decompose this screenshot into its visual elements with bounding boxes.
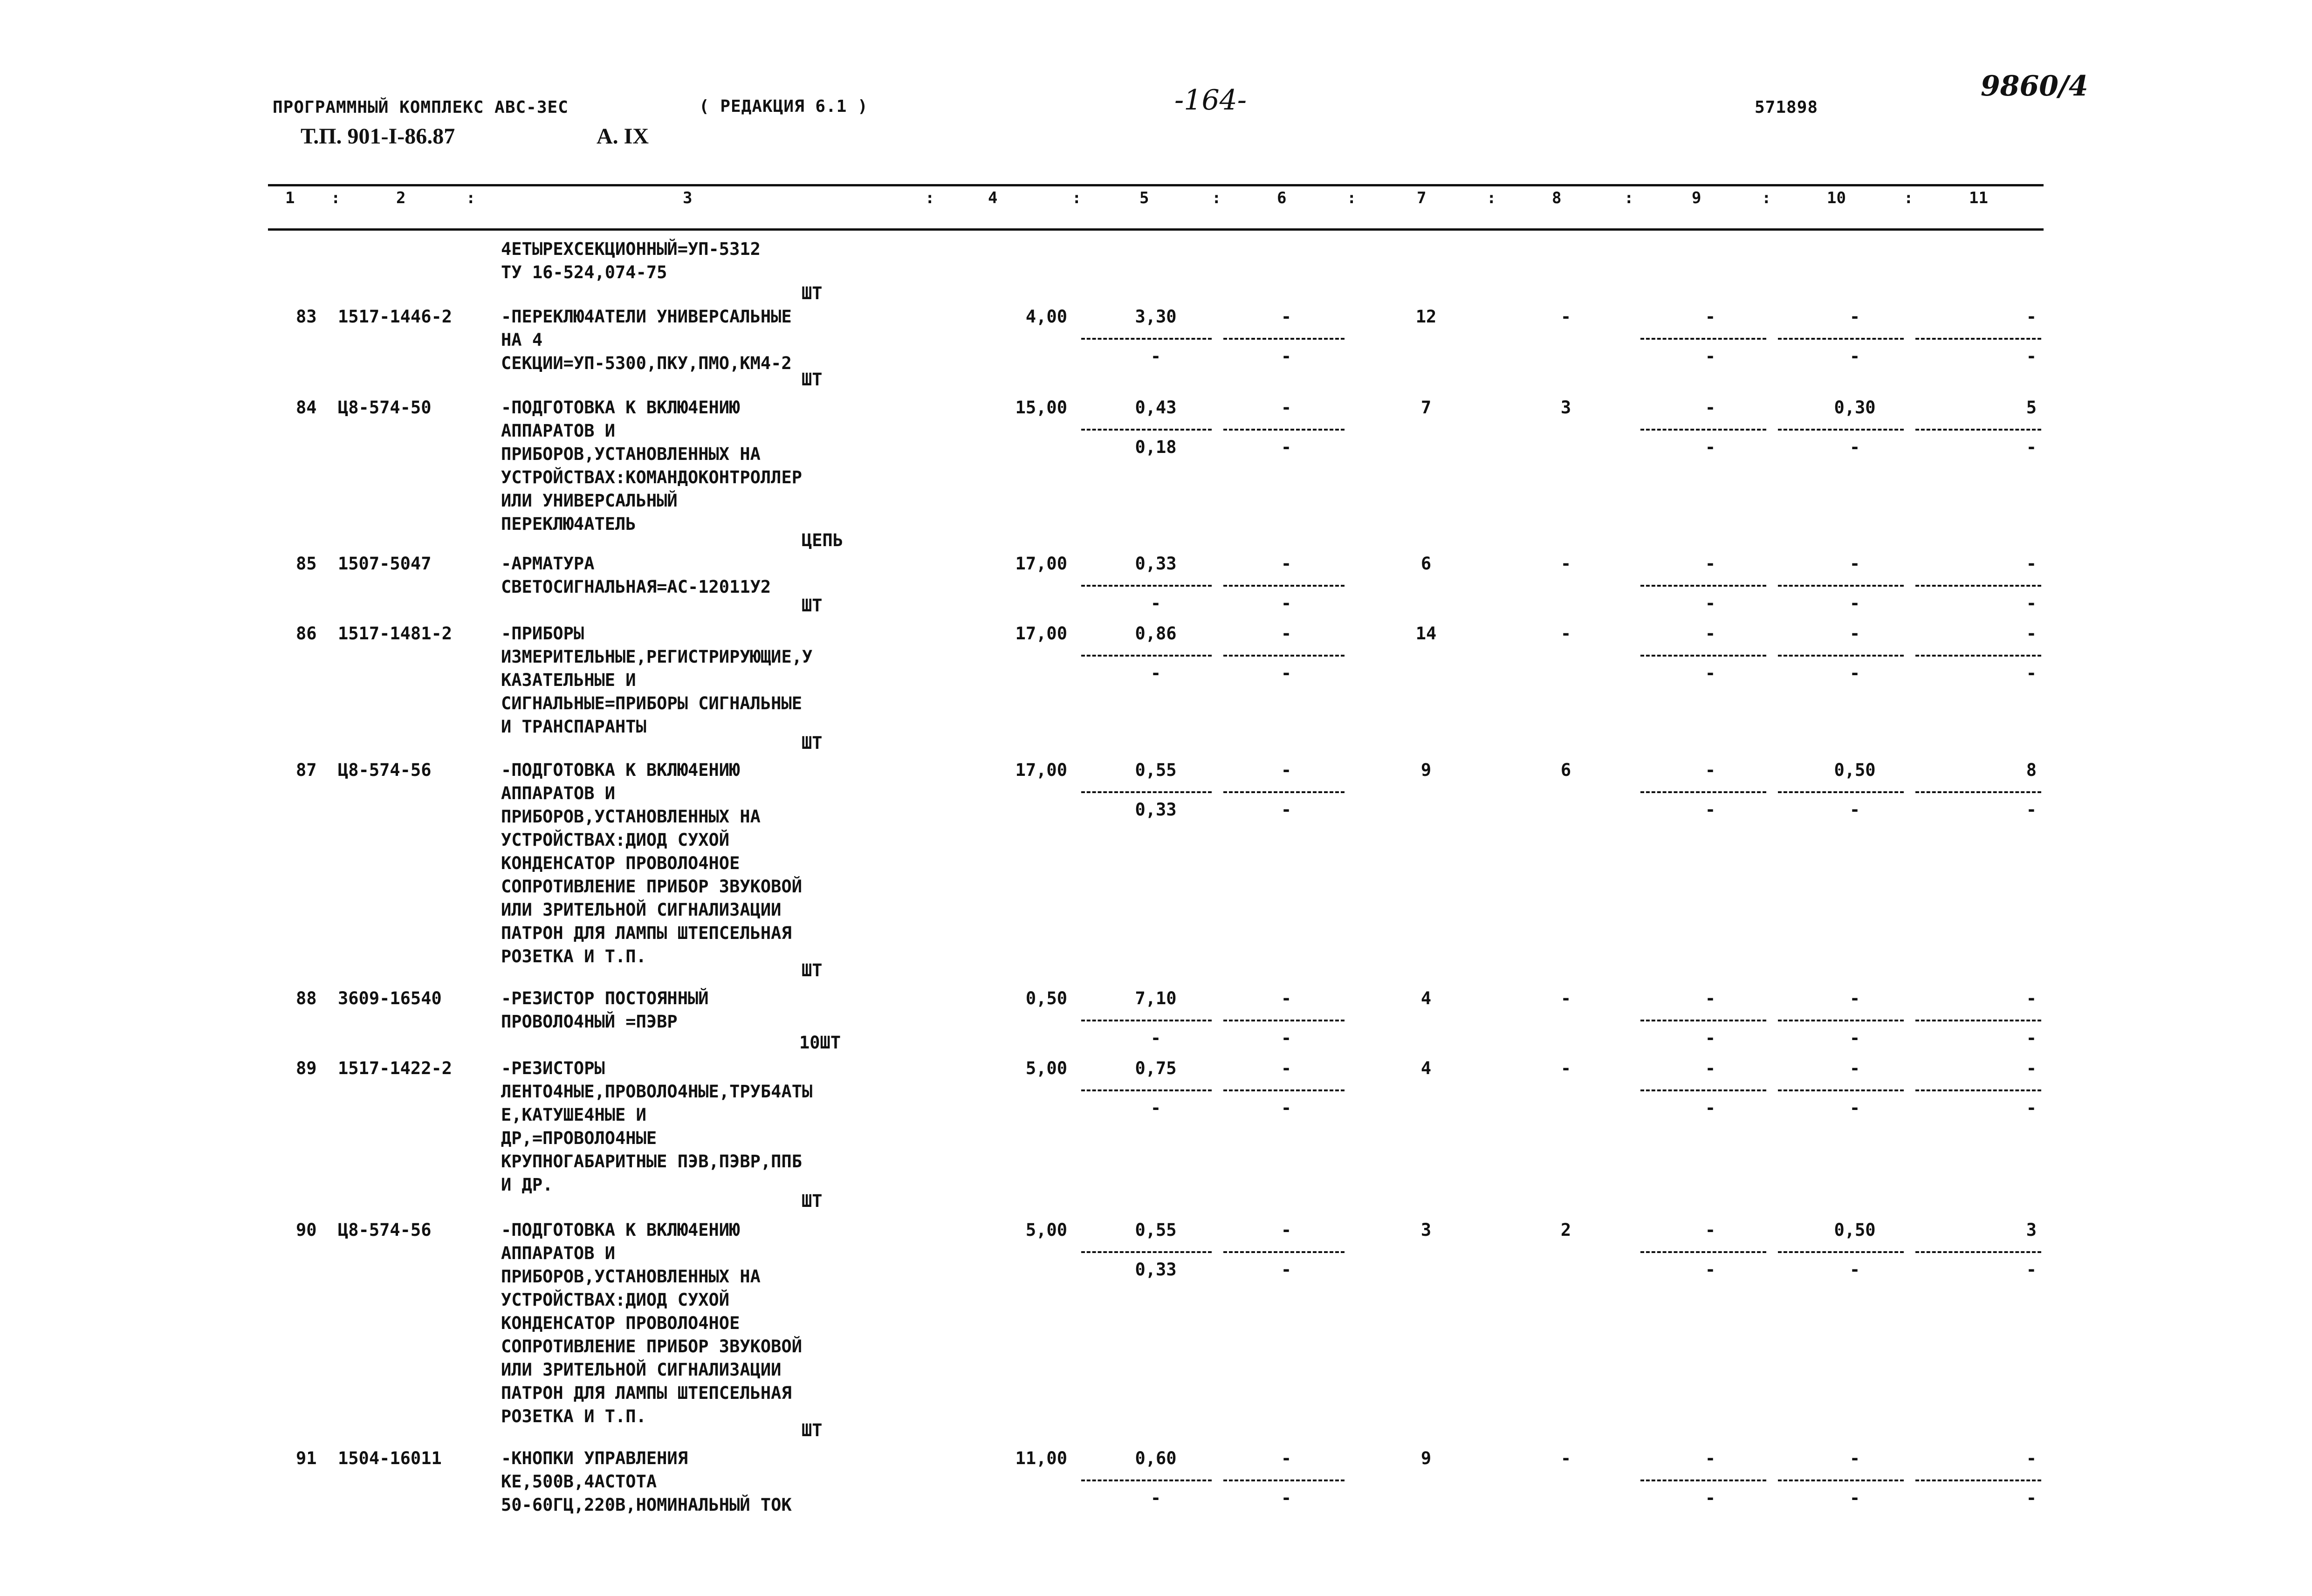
- table-row: [0, 305, 2312, 398]
- cell-col5-bottom: -: [1150, 663, 1161, 683]
- cell-col10-bottom: -: [1849, 346, 1860, 366]
- cell-col10-top: -: [1849, 307, 1860, 327]
- cell-col8: -: [1560, 988, 1571, 1008]
- cell-col6-bottom: -: [1281, 437, 1292, 457]
- cell-col7: 14: [1415, 623, 1437, 644]
- column-header-2: 2: [396, 189, 406, 207]
- cell-col10-top: 0,50: [1834, 1220, 1876, 1240]
- row-number: 90: [296, 1220, 317, 1240]
- album-label: А. IX: [597, 124, 649, 149]
- cell-col10-bottom: -: [1849, 1488, 1860, 1508]
- cell-col5-bottom: 0,33: [1135, 1260, 1177, 1280]
- continuation-description: 4ЕТЫРЕХСЕКЦИОННЫЙ=УП-5312 ТУ 16-524,074-75: [501, 239, 761, 282]
- row-number: 84: [296, 397, 317, 418]
- sheet-mark: 9860/4: [1981, 70, 2088, 103]
- cell-col10-bottom: -: [1849, 593, 1860, 613]
- column-header-3: 3: [683, 189, 693, 207]
- column-header-8: 8: [1552, 189, 1562, 207]
- cell-col8: -: [1560, 307, 1571, 327]
- header-top-rule: [268, 184, 2044, 186]
- cell-col5-top: 0,33: [1135, 554, 1177, 574]
- row-description: -КНОПКИ УПРАВЛЕНИЯ КЕ,500В,4АСТОТА 50-60ГЦ,220В,НОМИНАЛЬНЫЙ ТОК: [501, 1448, 792, 1515]
- cell-col5-bottom: -: [1150, 346, 1161, 366]
- cell-col8: -: [1560, 623, 1571, 644]
- row-code: 3609-16540: [338, 988, 442, 1008]
- cell-col11-bottom: -: [2026, 1260, 2037, 1280]
- cell-col8: -: [1560, 554, 1571, 574]
- cell-col5-top: 0,86: [1135, 623, 1177, 644]
- row-code: 1504-16011: [338, 1448, 442, 1468]
- cell-col4: 15,00: [1015, 397, 1067, 418]
- cell-col6-top: -: [1281, 1448, 1292, 1468]
- table-row: [0, 1447, 2312, 1540]
- row-code: Ц8-574-56: [338, 760, 432, 780]
- row-unit: ЦЕПЬ: [802, 530, 844, 550]
- cell-col11-top: 3: [2026, 1220, 2037, 1240]
- cell-col11-top: 5: [2026, 397, 2037, 418]
- column-header-7: 7: [1417, 189, 1427, 207]
- cell-col7: 4: [1420, 1058, 1432, 1078]
- cell-col11-bottom: -: [2026, 346, 2037, 366]
- row-number: 91: [296, 1448, 317, 1468]
- cell-col5-top: 3,30: [1135, 307, 1177, 327]
- cell-col8: -: [1560, 1058, 1571, 1078]
- row-unit: ШТ: [802, 596, 823, 616]
- cell-col11-bottom: -: [2026, 593, 2037, 613]
- cell-col7: 6: [1420, 554, 1432, 574]
- cell-col9-bottom: -: [1705, 1028, 1716, 1048]
- cell-col10-top: 0,50: [1834, 760, 1876, 780]
- row-description: -ПОДГОТОВКА К ВКЛЮ4ЕНИЮ АППАРАТОВ И ПРИБОРОВ,УСТАНОВЛЕННЫХ НА УСТРОЙСТВАХ:ДИОД СУХОЙ КОНДЕНСАТОР ПРОВОЛО4НОЕ СОПРОТИВЛЕНИЕ ПРИБОР ЗВУКОВОЙ ИЛИ ЗРИТЕЛЬНОЙ СИГНАЛИЗАЦИИ ПАТРОН ДЛЯ ЛАМПЫ ШТЕПСЕЛЬНАЯ РОЗЕТКА И Т.П.: [501, 1220, 803, 1426]
- table-row: [0, 1057, 2312, 1220]
- cell-col11-bottom: -: [2026, 437, 2037, 457]
- cell-col9-top: -: [1705, 554, 1716, 574]
- cell-col5-top: 0,75: [1135, 1058, 1177, 1078]
- page-number: -164-: [1174, 84, 1247, 116]
- table-row: [0, 987, 2312, 1057]
- cell-col5-top: 0,55: [1135, 1220, 1177, 1240]
- row-number: 83: [296, 307, 317, 327]
- cell-col9-top: -: [1705, 1448, 1716, 1468]
- cell-col10-bottom: -: [1849, 663, 1860, 683]
- row-unit: ШТ: [802, 960, 823, 980]
- cell-col5-top: 7,10: [1135, 988, 1177, 1008]
- cell-col9-top: -: [1705, 1220, 1716, 1240]
- cell-col10-bottom: -: [1849, 1260, 1860, 1280]
- cell-col6-top: -: [1281, 623, 1292, 644]
- row-description: -ПОДГОТОВКА К ВКЛЮ4ЕНИЮ АППАРАТОВ И ПРИБОРОВ,УСТАНОВЛЕННЫХ НА УСТРОЙСТВАХ:ДИОД СУХОЙ КОНДЕНСАТОР ПРОВОЛО4НОЕ СОПРОТИВЛЕНИЕ ПРИБОР ЗВУКОВОЙ ИЛИ ЗРИТЕЛЬНОЙ СИГНАЛИЗАЦИИ ПАТРОН ДЛЯ ЛАМПЫ ШТЕПСЕЛЬНАЯ РОЗЕТКА И Т.П.: [501, 760, 803, 966]
- row-number: 86: [296, 623, 317, 644]
- cell-col10-top: 0,30: [1834, 397, 1876, 418]
- row-number: 88: [296, 988, 317, 1008]
- cell-col11-top: -: [2026, 1058, 2037, 1078]
- cell-col9-bottom: -: [1705, 437, 1716, 457]
- cell-col7: 7: [1420, 397, 1432, 418]
- cell-col6-bottom: -: [1281, 800, 1292, 820]
- cell-col8: 2: [1560, 1220, 1571, 1240]
- cell-col10-top: -: [1849, 988, 1860, 1008]
- cell-col7: 3: [1420, 1220, 1432, 1240]
- cell-col6-top: -: [1281, 397, 1292, 418]
- cell-col6-bottom: -: [1281, 1028, 1292, 1048]
- project-code: Т.П. 901-I-86.87: [301, 124, 455, 149]
- cell-col9-bottom: -: [1705, 1260, 1716, 1280]
- cell-col6-bottom: -: [1281, 593, 1292, 613]
- column-header-4: 4: [988, 189, 998, 207]
- cell-col9-bottom: -: [1705, 800, 1716, 820]
- cell-col10-top: -: [1849, 623, 1860, 644]
- cell-col6-top: -: [1281, 554, 1292, 574]
- cell-col9-bottom: -: [1705, 346, 1716, 366]
- table-row: [0, 759, 2312, 987]
- table-row: [0, 396, 2312, 559]
- cell-col11-top: -: [2026, 623, 2037, 644]
- cell-col9-top: -: [1705, 623, 1716, 644]
- cell-col6-top: -: [1281, 1058, 1292, 1078]
- cell-col11-top: 8: [2026, 760, 2037, 780]
- row-description: -ПЕРЕКЛЮ4АТЕЛИ УНИВЕРСАЛЬНЫЕ НА 4 СЕКЦИИ=УП-5300,ПКУ,ПМО,КМ4-2: [501, 307, 792, 373]
- cell-col6-bottom: -: [1281, 1488, 1292, 1508]
- cell-col6-bottom: -: [1281, 1098, 1292, 1118]
- document-number: 571898: [1755, 98, 1818, 117]
- cell-col9-top: -: [1705, 1058, 1716, 1078]
- row-description: -РЕЗИСТОРЫ ЛЕНТО4НЫЕ,ПРОВОЛО4НЫЕ,ТРУБ4АТЫ Е,КАТУШЕ4НЫЕ И ДР,=ПРОВОЛО4НЫЕ КРУПНОГАБАРИТНЫЕ ПЭВ,ПЭВР,ППБ И ДР.: [501, 1058, 813, 1195]
- cell-col11-top: -: [2026, 988, 2037, 1008]
- edition-label: ( РЕДАКЦИЯ 6.1 ): [699, 97, 868, 116]
- row-unit: ШТ: [802, 733, 823, 753]
- column-header-11: 11: [1969, 189, 1988, 207]
- row-number: 85: [296, 554, 317, 574]
- cell-col6-top: -: [1281, 988, 1292, 1008]
- cell-col4: 5,00: [1025, 1220, 1067, 1240]
- continuation-unit: ШТ: [802, 283, 823, 303]
- cell-col11-top: -: [2026, 554, 2037, 574]
- row-number: 89: [296, 1058, 317, 1078]
- cell-col4: 0,50: [1025, 988, 1067, 1008]
- table-row: [0, 1219, 2312, 1447]
- cell-col9-bottom: -: [1705, 1098, 1716, 1118]
- cell-col10-bottom: -: [1849, 800, 1860, 820]
- column-header-row: 1 : 2 : 3 : 4 : 5 : 6 : 7 : 8 : 9 : 10 : 11: [285, 189, 1988, 207]
- column-header-1: 1: [285, 189, 295, 207]
- continuation-entry: [0, 238, 2312, 308]
- cell-col9-top: -: [1705, 760, 1716, 780]
- cell-col8: 6: [1560, 760, 1571, 780]
- row-code: Ц8-574-50: [338, 397, 432, 418]
- cell-col10-top: -: [1849, 554, 1860, 574]
- cell-col5-top: 0,60: [1135, 1448, 1177, 1468]
- cell-col11-top: -: [2026, 1448, 2037, 1468]
- row-description: -АРМАТУРА СВЕТОСИГНАЛЬНАЯ=АС-12011У2: [501, 554, 771, 597]
- row-code: 1517-1481-2: [338, 623, 453, 644]
- cell-col6-top: -: [1281, 760, 1292, 780]
- cell-col10-top: -: [1849, 1448, 1860, 1468]
- cell-col4: 17,00: [1015, 760, 1067, 780]
- cell-col4: 17,00: [1015, 623, 1067, 644]
- cell-col9-top: -: [1705, 988, 1716, 1008]
- cell-col9-bottom: -: [1705, 663, 1716, 683]
- cell-col6-top: -: [1281, 1220, 1292, 1240]
- table-row: [0, 552, 2312, 622]
- cell-col5-top: 0,55: [1135, 760, 1177, 780]
- cell-col5-bottom: -: [1150, 593, 1161, 613]
- cell-col4: 5,00: [1025, 1058, 1067, 1078]
- cell-col4: 17,00: [1015, 554, 1067, 574]
- cell-col10-bottom: -: [1849, 1028, 1860, 1048]
- column-header-6: 6: [1277, 189, 1287, 207]
- table-row: [0, 622, 2312, 762]
- row-unit: ШТ: [802, 1420, 823, 1440]
- cell-col6-top: -: [1281, 307, 1292, 327]
- row-unit: 10ШТ: [799, 1033, 841, 1053]
- row-code: 1517-1422-2: [338, 1058, 453, 1078]
- cell-col10-top: -: [1849, 1058, 1860, 1078]
- cell-col6-bottom: -: [1281, 346, 1292, 366]
- cell-col9-bottom: -: [1705, 1488, 1716, 1508]
- cell-col5-bottom: -: [1150, 1098, 1161, 1118]
- cell-col4: 11,00: [1015, 1448, 1067, 1468]
- column-header-9: 9: [1692, 189, 1701, 207]
- cell-col6-bottom: -: [1281, 1260, 1292, 1280]
- cell-col11-bottom: -: [2026, 663, 2037, 683]
- header-bottom-rule: [268, 228, 2044, 231]
- cell-col11-bottom: -: [2026, 800, 2037, 820]
- cell-col4: 4,00: [1025, 307, 1067, 327]
- cell-col8: -: [1560, 1448, 1571, 1468]
- cell-col11-bottom: -: [2026, 1488, 2037, 1508]
- cell-col11-top: -: [2026, 307, 2037, 327]
- row-description: -ПРИБОРЫ ИЗМЕРИТЕЛЬНЫЕ,РЕГИСТРИРУЮЩИЕ,У КАЗАТЕЛЬНЫЕ И СИГНАЛЬНЫЕ=ПРИБОРЫ СИГНАЛЬНЫЕ И ТРАНСПАРАНТЫ: [501, 623, 813, 737]
- cell-col9-bottom: -: [1705, 593, 1716, 613]
- cell-col7: 9: [1420, 1448, 1432, 1468]
- program-title: ПРОГРАММНЫЙ КОМПЛЕКС АВС-3ЕС: [273, 98, 569, 117]
- column-header-5: 5: [1139, 189, 1149, 207]
- cell-col5-bottom: -: [1150, 1488, 1161, 1508]
- cell-col7: 12: [1415, 307, 1437, 327]
- cell-col9-top: -: [1705, 397, 1716, 418]
- row-description: -ПОДГОТОВКА К ВКЛЮ4ЕНИЮ АППАРАТОВ И ПРИБОРОВ,УСТАНОВЛЕННЫХ НА УСТРОЙСТВАХ:КОМАНДОКОНТРОЛЛЕР ИЛИ УНИВЕРСАЛЬНЫЙ ПЕРЕКЛЮ4АТЕЛЬ: [501, 397, 803, 534]
- cell-col9-top: -: [1705, 307, 1716, 327]
- row-unit: ШТ: [802, 370, 823, 390]
- row-code: Ц8-574-56: [338, 1220, 432, 1240]
- row-code: 1507-5047: [338, 554, 432, 574]
- row-code: 1517-1446-2: [338, 307, 453, 327]
- cell-col5-bottom: 0,18: [1135, 437, 1177, 457]
- cell-col8: 3: [1560, 397, 1571, 418]
- cell-col7: 4: [1420, 988, 1432, 1008]
- cell-col10-bottom: -: [1849, 1098, 1860, 1118]
- cell-col5-bottom: -: [1150, 1028, 1161, 1048]
- cell-col11-bottom: -: [2026, 1028, 2037, 1048]
- column-header-10: 10: [1827, 189, 1846, 207]
- cell-col5-top: 0,43: [1135, 397, 1177, 418]
- cell-col6-bottom: -: [1281, 663, 1292, 683]
- cell-col7: 9: [1420, 760, 1432, 780]
- cell-col11-bottom: -: [2026, 1098, 2037, 1118]
- row-unit: ШТ: [802, 1191, 823, 1211]
- row-description: -РЕЗИСТОР ПОСТОЯННЫЙ ПРОВОЛО4НЫЙ =ПЭВР: [501, 988, 709, 1032]
- row-number: 87: [296, 760, 317, 780]
- cell-col5-bottom: 0,33: [1135, 800, 1177, 820]
- cell-col10-bottom: -: [1849, 437, 1860, 457]
